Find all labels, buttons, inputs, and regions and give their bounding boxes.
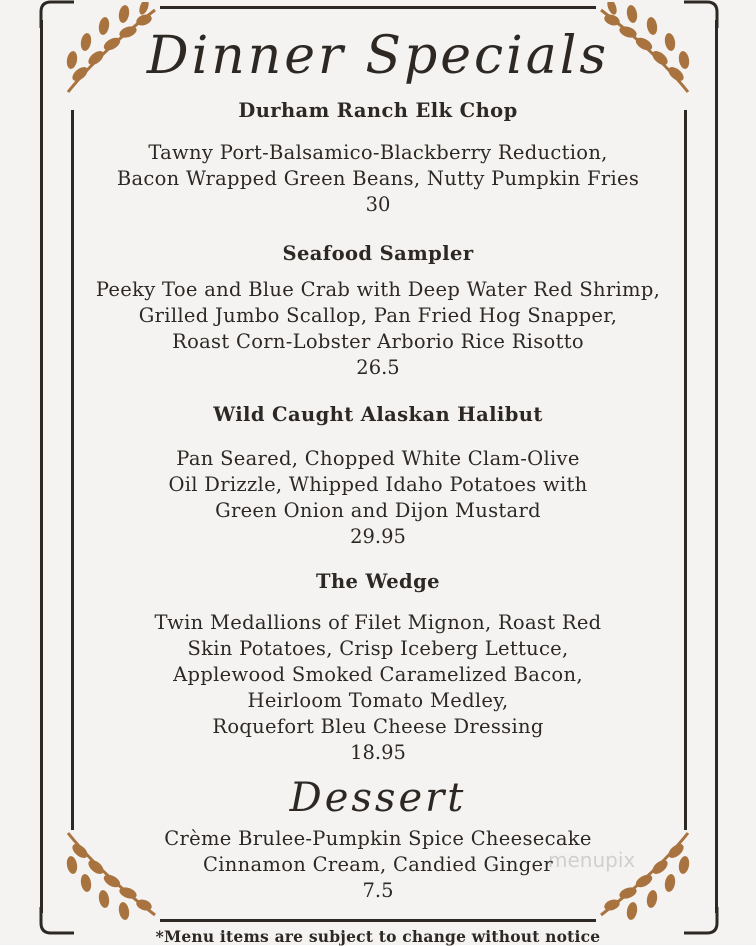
- dish-price: 26.5: [356, 356, 400, 379]
- description-line: Tawny Port-Balsamico-Blackberry Reduction,: [148, 141, 608, 164]
- dish-description: [0, 446, 756, 524]
- dessert-price: 7.5: [362, 879, 394, 902]
- description-line: Twin Medallions of Filet Mignon, Roast Red: [154, 611, 602, 634]
- dessert-title: Dessert: [289, 775, 467, 821]
- description-line: Green Onion and Dijon Mustard: [215, 499, 541, 522]
- dessert-item: [0, 826, 756, 904]
- dish-name: Wild Caught Alaskan Halibut: [213, 403, 543, 426]
- dish-description: [0, 277, 756, 355]
- description-line: Oil Drizzle, Whipped Idaho Potatoes with: [168, 473, 588, 496]
- menu-title: Dinner Specials: [146, 26, 610, 86]
- dish-price: 29.95: [350, 525, 406, 548]
- dish-name: Durham Ranch Elk Chop: [238, 99, 518, 122]
- dish-the-wedge: [0, 570, 756, 766]
- description-line: Crème Brulee-Pumpkin Spice Cheesecake: [164, 827, 592, 850]
- watermark: menupix: [548, 848, 636, 872]
- description-line: Cinnamon Cream, Candied Ginger: [203, 853, 553, 876]
- dish-price: 30: [365, 193, 391, 216]
- dish-price: 18.95: [350, 741, 406, 764]
- description-line: Skin Potatoes, Crisp Iceberg Lettuce,: [187, 637, 569, 660]
- description-line: Roquefort Bleu Cheese Dressing: [212, 715, 544, 738]
- dish-name: The Wedge: [316, 570, 440, 593]
- description-line: Heirloom Tomato Medley,: [247, 689, 509, 712]
- description-line: Roast Corn-Lobster Arborio Rice Risotto: [172, 330, 584, 353]
- description-line: Peeky Toe and Blue Crab with Deep Water Red Shrimp,: [95, 278, 661, 301]
- dish-alaskan-halibut: [0, 403, 756, 550]
- description-line: Grilled Jumbo Scallop, Pan Fried Hog Snapper,: [138, 304, 618, 327]
- description-line: Applewood Smoked Caramelized Bacon,: [173, 663, 583, 686]
- dish-seafood-sampler: [0, 242, 756, 381]
- description-line: Bacon Wrapped Green Beans, Nutty Pumpkin Fries: [116, 167, 640, 190]
- dish-name: Seafood Sampler: [282, 242, 474, 265]
- description-line: Pan Seared, Chopped White Clam-Olive: [176, 447, 580, 470]
- dish-description: [0, 140, 756, 192]
- dessert-description: [0, 826, 756, 878]
- dish-description: [0, 610, 756, 740]
- dish-elk-chop: [0, 99, 756, 218]
- frame-bottom-line: [160, 919, 596, 922]
- footnote: *Menu items are subject to change without notice: [155, 927, 601, 946]
- frame-top-line: [160, 6, 596, 9]
